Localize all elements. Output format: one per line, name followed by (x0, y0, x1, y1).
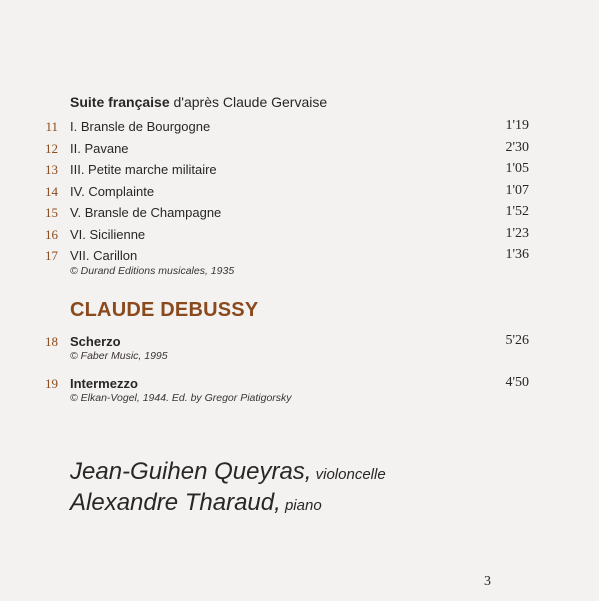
performer-role: violoncelle (311, 466, 386, 483)
performer-role: piano (280, 497, 322, 514)
track-number: 17 (45, 248, 58, 263)
performer-name: Jean-Guihen Queyras, (70, 458, 312, 485)
track-duration: 1'23 (505, 226, 529, 241)
track-number: 19 (45, 376, 58, 391)
track-duration: 1'05 (505, 161, 529, 176)
suite-title (70, 94, 327, 110)
track-title: Scherzo (70, 334, 121, 349)
page-number: 3 (484, 574, 491, 589)
track-title: IV. Complainte (70, 184, 155, 199)
track-number: 18 (45, 334, 58, 349)
performer-line (70, 489, 322, 517)
suite-title-subtitle: d'après Claude Gervaise (169, 94, 328, 110)
track-title: VI. Sicilienne (70, 227, 146, 242)
track-duration: 2'30 (505, 140, 529, 155)
track-title: V. Bransle de Champagne (70, 205, 222, 220)
track-number: 16 (45, 227, 58, 242)
performer-name: Alexandre Tharaud, (70, 489, 281, 516)
track-duration: 1'19 (505, 118, 529, 133)
track-number: 14 (45, 184, 58, 199)
track-number: 13 (45, 162, 58, 177)
track-duration: 4'50 (505, 375, 529, 390)
track-title: III. Petite marche militaire (70, 162, 217, 177)
track-number: 11 (45, 119, 58, 134)
track-title: VII. Carillon (70, 248, 138, 263)
track-number: 12 (45, 141, 58, 156)
track-duration: 1'36 (505, 247, 529, 262)
track-copyright: © Faber Music, 1995 (70, 350, 168, 362)
track-number: 15 (45, 205, 58, 220)
suite-copyright: © Durand Editions musicales, 1935 (70, 265, 235, 277)
track-duration: 1'52 (505, 204, 529, 219)
track-title: I. Bransle de Bourgogne (70, 119, 211, 134)
track-duration: 5'26 (505, 333, 529, 348)
track-title: II. Pavane (70, 141, 129, 156)
suite-title-bold: Suite française (70, 94, 170, 110)
track-copyright: © Elkan-Vogel, 1944. Ed. by Gregor Piatigorsky (70, 392, 292, 404)
composer-heading: CLAUDE DEBUSSY (70, 299, 259, 321)
performer-line (70, 458, 386, 486)
track-title: Intermezzo (70, 376, 138, 391)
track-duration: 1'07 (505, 183, 529, 198)
